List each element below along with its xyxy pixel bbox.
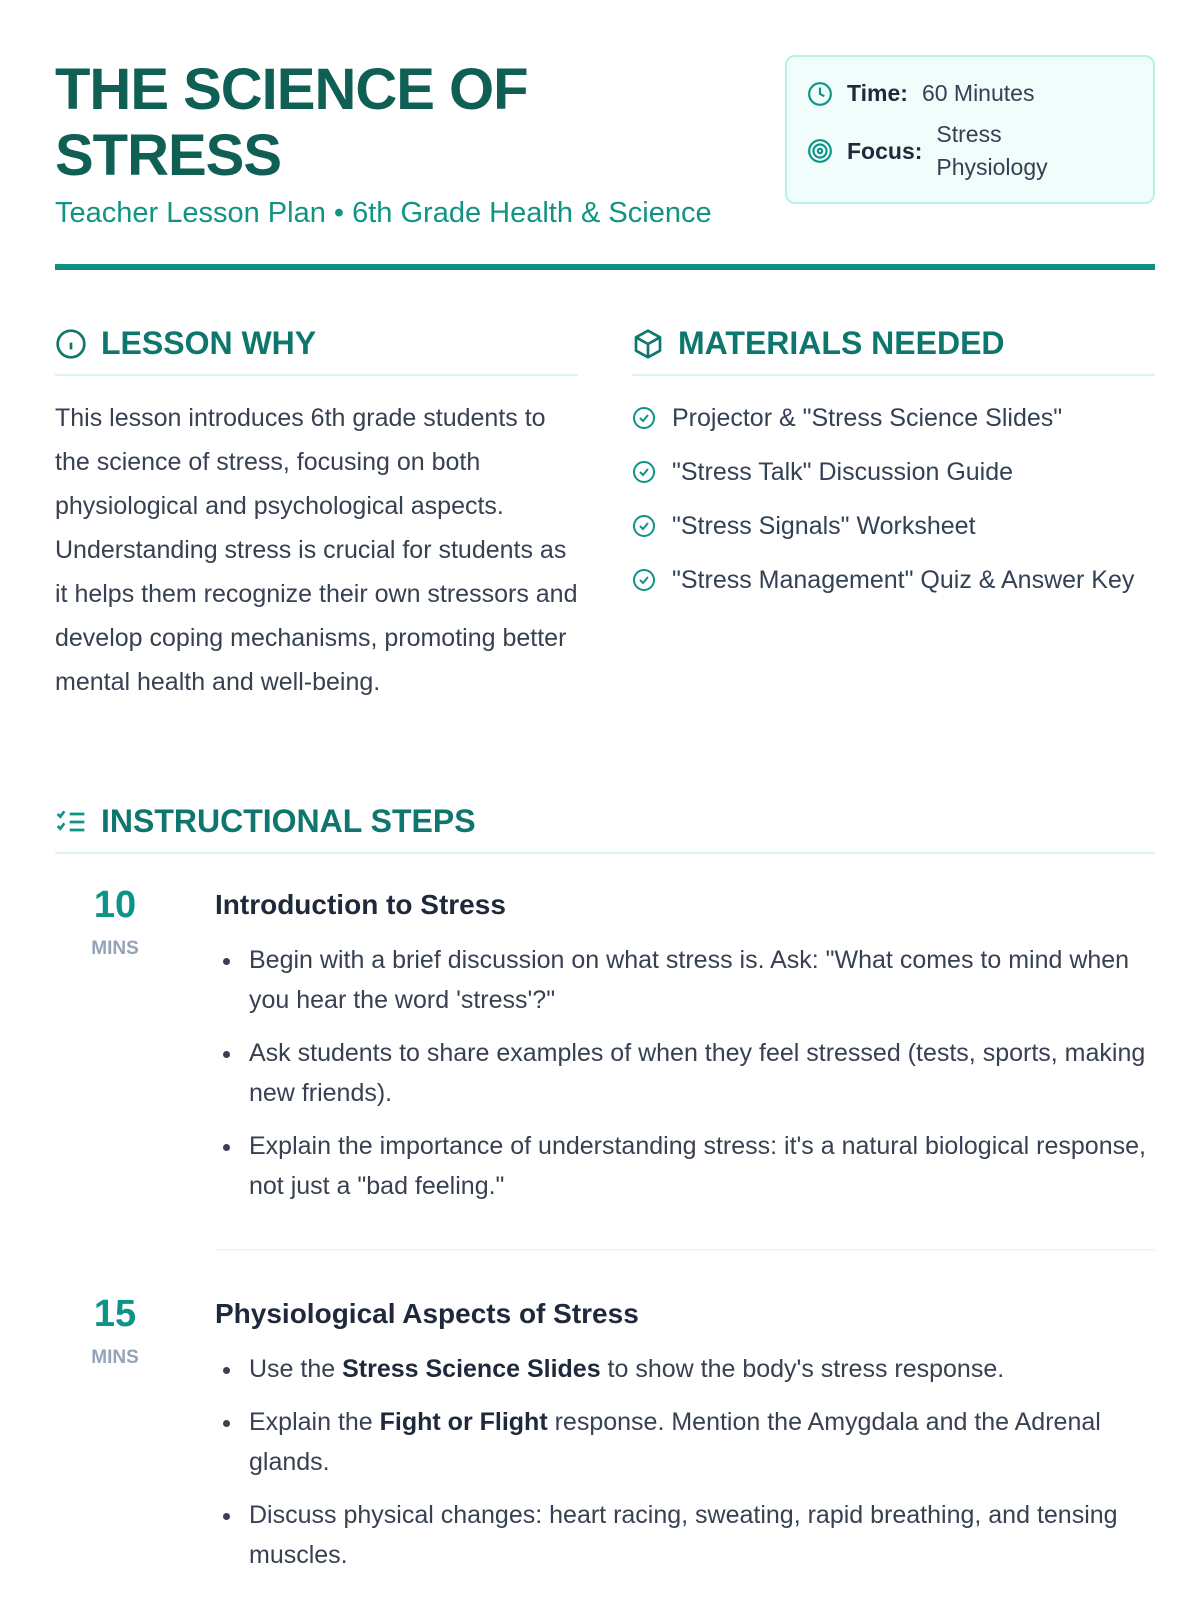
check-circle-icon (632, 514, 656, 538)
step-title: Physiological Aspects of Stress (215, 1298, 639, 1329)
lesson-why-title: LESSON WHY (101, 325, 317, 361)
time-value: 60 Minutes (921, 80, 1035, 106)
material-label: Projector & "Stress Science Slides" (672, 404, 1063, 432)
steps-list (55, 854, 1155, 1588)
material-item (632, 452, 1155, 492)
material-item (632, 398, 1155, 438)
bullet-text: Use the (249, 1355, 343, 1383)
lesson-why-text: This lesson introduces 6th grade students to the science of stress, focusing on both physiological and psychological aspects. Understanding stress is crucial for students as it helps them recognize their own stressors and develop coping mechanisms, promoting better mental health and well-being. (55, 404, 578, 696)
lesson-why-heading (55, 325, 578, 376)
bullet-text: Fight or Flight (379, 1408, 548, 1436)
lesson-why-section (55, 325, 578, 704)
step-unit: MINS (91, 1347, 139, 1368)
step-bullet (215, 1033, 1155, 1113)
step-unit: MINS (91, 938, 139, 959)
step-minutes: 10 (93, 884, 137, 926)
bullet-text: to show the body's stress response. (600, 1355, 1005, 1383)
material-item (632, 506, 1155, 546)
bullet-text: Stress Science Slides (342, 1355, 601, 1383)
step-minutes: 15 (93, 1293, 137, 1335)
step-item (55, 854, 1155, 1219)
step-bullet (215, 1495, 1155, 1575)
header (55, 55, 1155, 270)
bullet-text: Begin with a brief discussion on what stress is. Ask: "What comes to mind when you hear the word 'stress'?" (249, 946, 1130, 1014)
step-divider (215, 1249, 1155, 1251)
step-duration (55, 880, 215, 1219)
step-bullet (215, 1402, 1155, 1482)
step-bullet (215, 940, 1155, 1020)
material-label: "Stress Management" Quiz & Answer Key (672, 566, 1135, 594)
material-item (632, 560, 1155, 600)
check-circle-icon (632, 406, 656, 430)
time-label: Time: (847, 80, 908, 106)
focus-value: Stress Physiology (936, 121, 1048, 180)
bullet-text: Explain the (249, 1408, 380, 1436)
page-title: THE SCIENCE OF STRESS (55, 57, 528, 188)
material-label: "Stress Signals" Worksheet (672, 512, 976, 540)
info-icon (55, 328, 87, 360)
focus-row (807, 118, 1133, 184)
step-bullet (215, 1349, 1155, 1389)
step-item (55, 1263, 1155, 1588)
instructional-steps-section (55, 803, 1155, 1588)
list-checks-icon (55, 806, 87, 838)
step-bullet (215, 1126, 1155, 1206)
material-label: "Stress Talk" Discussion Guide (672, 458, 1014, 486)
bullet-text: Ask students to share examples of when they feel stressed (tests, sports, making new friends). (249, 1039, 1146, 1107)
target-icon (807, 138, 833, 164)
step-duration (55, 1289, 215, 1588)
bullet-text: response. Mention the Amygdala and the Adrenal glands. (249, 1408, 1101, 1476)
materials-list (632, 398, 1155, 600)
package-icon (632, 328, 664, 360)
check-circle-icon (632, 460, 656, 484)
focus-label: Focus: (847, 137, 923, 164)
check-circle-icon (632, 568, 656, 592)
lesson-meta-box (785, 55, 1155, 204)
page-subtitle: Teacher Lesson Plan • 6th Grade Health & Science (55, 197, 712, 229)
steps-heading (55, 803, 1155, 854)
bullet-text: Discuss physical changes: heart racing, sweating, rapid breathing, and tensing muscles. (249, 1501, 1118, 1569)
time-row (807, 77, 1133, 110)
materials-section (632, 325, 1155, 614)
bullet-text: Explain the importance of understanding stress: it's a natural biological response, not just a "bad feeling." (249, 1132, 1146, 1200)
clock-icon (807, 81, 833, 107)
steps-title: INSTRUCTIONAL STEPS (101, 803, 476, 839)
materials-title: MATERIALS NEEDED (678, 325, 1005, 361)
materials-heading (632, 325, 1155, 376)
step-title: Introduction to Stress (215, 889, 506, 920)
